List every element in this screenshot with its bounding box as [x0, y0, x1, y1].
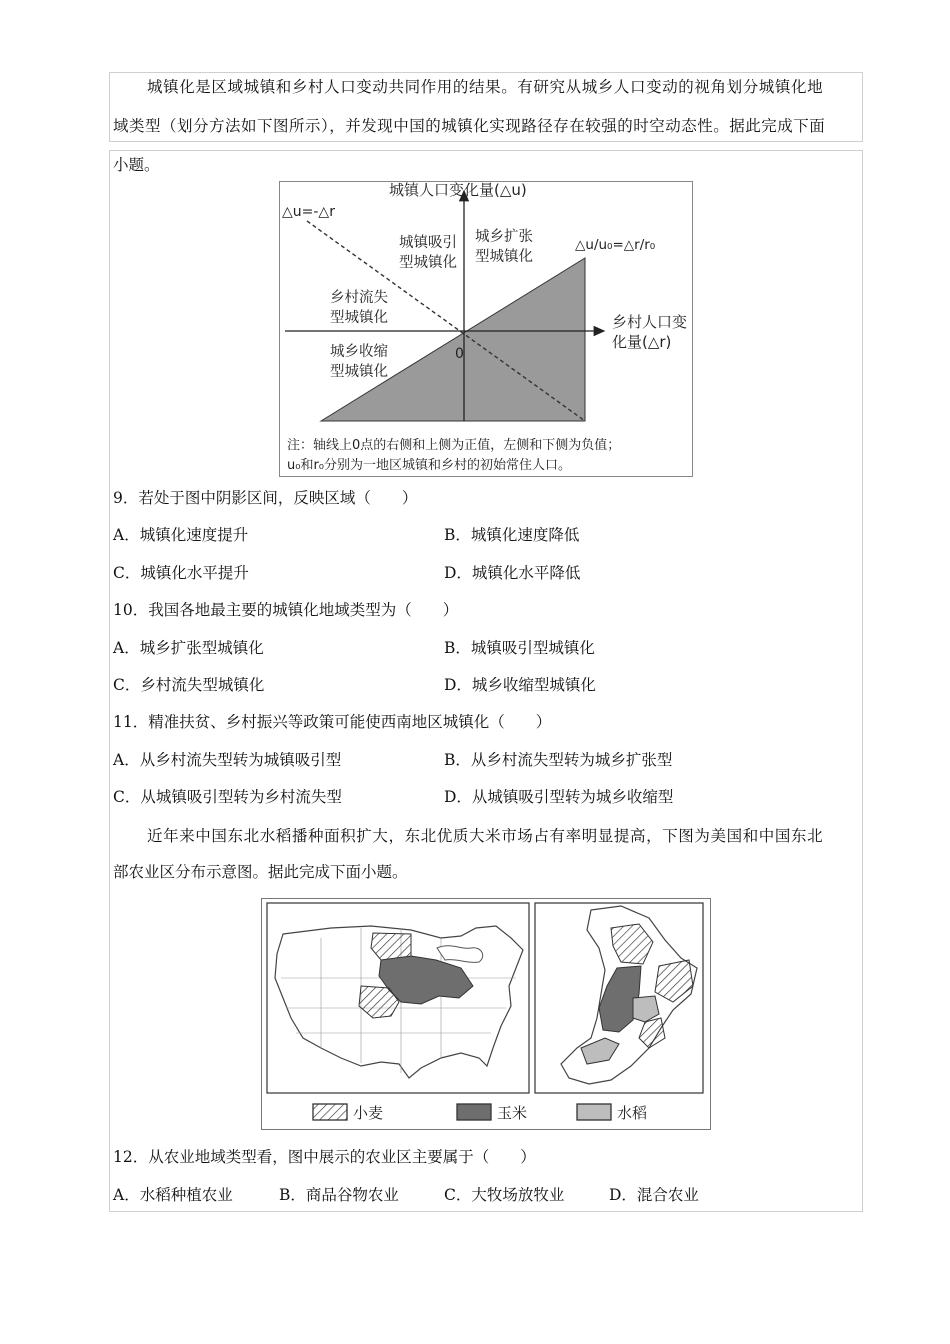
q11-option-a[interactable]: A．从乡村流失型转为城镇吸引型 — [113, 751, 342, 769]
x-axis-label-1: 乡村人口变 — [612, 313, 688, 331]
legend-rice-swatch — [577, 1104, 611, 1120]
passage1-line2: 域类型（划分方法如下图所示），并发现中国的城镇化实现路径存在较强的时空动态性。据此完成下面 — [113, 117, 826, 135]
q11-option-b[interactable]: B．从乡村流失型转为城乡扩张型 — [444, 751, 673, 769]
solid-line-label: △u/u₀=△r/r₀ — [575, 237, 656, 253]
note-line2: u₀和r₀分别为一地区城镇和乡村的初始常住人口。 — [287, 458, 572, 473]
passage1-line3: 小题。 — [113, 156, 160, 174]
passage2-line1: 近年来中国东北水稻播种面积扩大，东北优质大米市场占有率明显提高，下图为美国和中国东北 — [147, 827, 824, 845]
q11-option-d[interactable]: D．从城镇吸引型转为城乡收缩型 — [444, 788, 674, 806]
urbanization-type-diagram — [279, 181, 693, 477]
legend-corn-swatch — [457, 1104, 491, 1120]
q12-stem: 12．从农业地域类型看，图中展示的农业区主要属于（ ） — [113, 1148, 536, 1166]
legend-corn-label: 玉米 — [497, 1104, 528, 1122]
q12-option-b[interactable]: B．商品谷物农业 — [279, 1186, 399, 1204]
dash-line-label: △u=-△r — [282, 204, 335, 220]
q10-option-d[interactable]: D．城乡收缩型城镇化 — [444, 676, 596, 694]
legend-wheat-label: 小麦 — [353, 1104, 384, 1122]
region-attract-2: 型城镇化 — [399, 255, 457, 271]
q9-option-a[interactable]: A．城镇化速度提升 — [113, 526, 249, 544]
q12-option-a[interactable]: A．水稻种植农业 — [113, 1186, 233, 1204]
usa-wheat-north — [371, 933, 411, 960]
q10-option-a[interactable]: A．城乡扩张型城镇化 — [113, 639, 264, 657]
passage2-line2: 部农业区分布示意图。据此完成下面小题。 — [113, 863, 408, 881]
q10-option-c[interactable]: C．乡村流失型城镇化 — [113, 676, 265, 694]
agriculture-map-figure — [261, 898, 711, 1130]
region-shrink-1: 城乡收缩 — [330, 344, 388, 360]
q12-option-c[interactable]: C．大牧场放牧业 — [444, 1186, 565, 1204]
region-loss-1: 乡村流失 — [330, 290, 388, 306]
q11-stem: 11．精准扶贫、乡村振兴等政策可能使西南地区城镇化（ ） — [113, 713, 552, 731]
q9-stem: 9．若处于图中阴影区间，反映区域（ ） — [113, 489, 418, 507]
region-shrink-2: 型城镇化 — [330, 364, 388, 380]
region-expand-2: 型城镇化 — [475, 249, 533, 265]
q9-option-c[interactable]: C．城镇化水平提升 — [113, 564, 249, 582]
region-expand-1: 城乡扩张 — [475, 229, 533, 245]
legend-wheat-swatch — [313, 1104, 347, 1120]
q9-option-d[interactable]: D．城镇化水平降低 — [444, 564, 581, 582]
q9-option-b[interactable]: B．城镇化速度降低 — [444, 526, 580, 544]
passage1-line1: 城镇化是区域城镇和乡村人口变动共同作用的结果。有研究从城乡人口变动的视角划分城镇化地 — [147, 78, 824, 96]
note-line1: 注：轴线上0点的右侧和上侧为正值，左侧和下侧为负值； — [287, 438, 621, 453]
legend-rice-label: 水稻 — [617, 1104, 648, 1122]
q10-stem: 10．我国各地最主要的城镇化地域类型为（ ） — [113, 601, 459, 619]
region-loss-2: 型城镇化 — [330, 310, 388, 326]
y-axis-label: 城镇人口变化量(△u) — [389, 181, 527, 199]
x-axis-label-2: 化量(△r) — [612, 333, 672, 351]
q10-option-b[interactable]: B．城镇吸引型城镇化 — [444, 639, 595, 657]
origin-label: 0 — [455, 346, 464, 362]
q11-option-c[interactable]: C．从城镇吸引型转为乡村流失型 — [113, 788, 342, 806]
q12-option-d[interactable]: D．混合农业 — [609, 1186, 699, 1204]
region-attract-1: 城镇吸引 — [399, 235, 457, 251]
